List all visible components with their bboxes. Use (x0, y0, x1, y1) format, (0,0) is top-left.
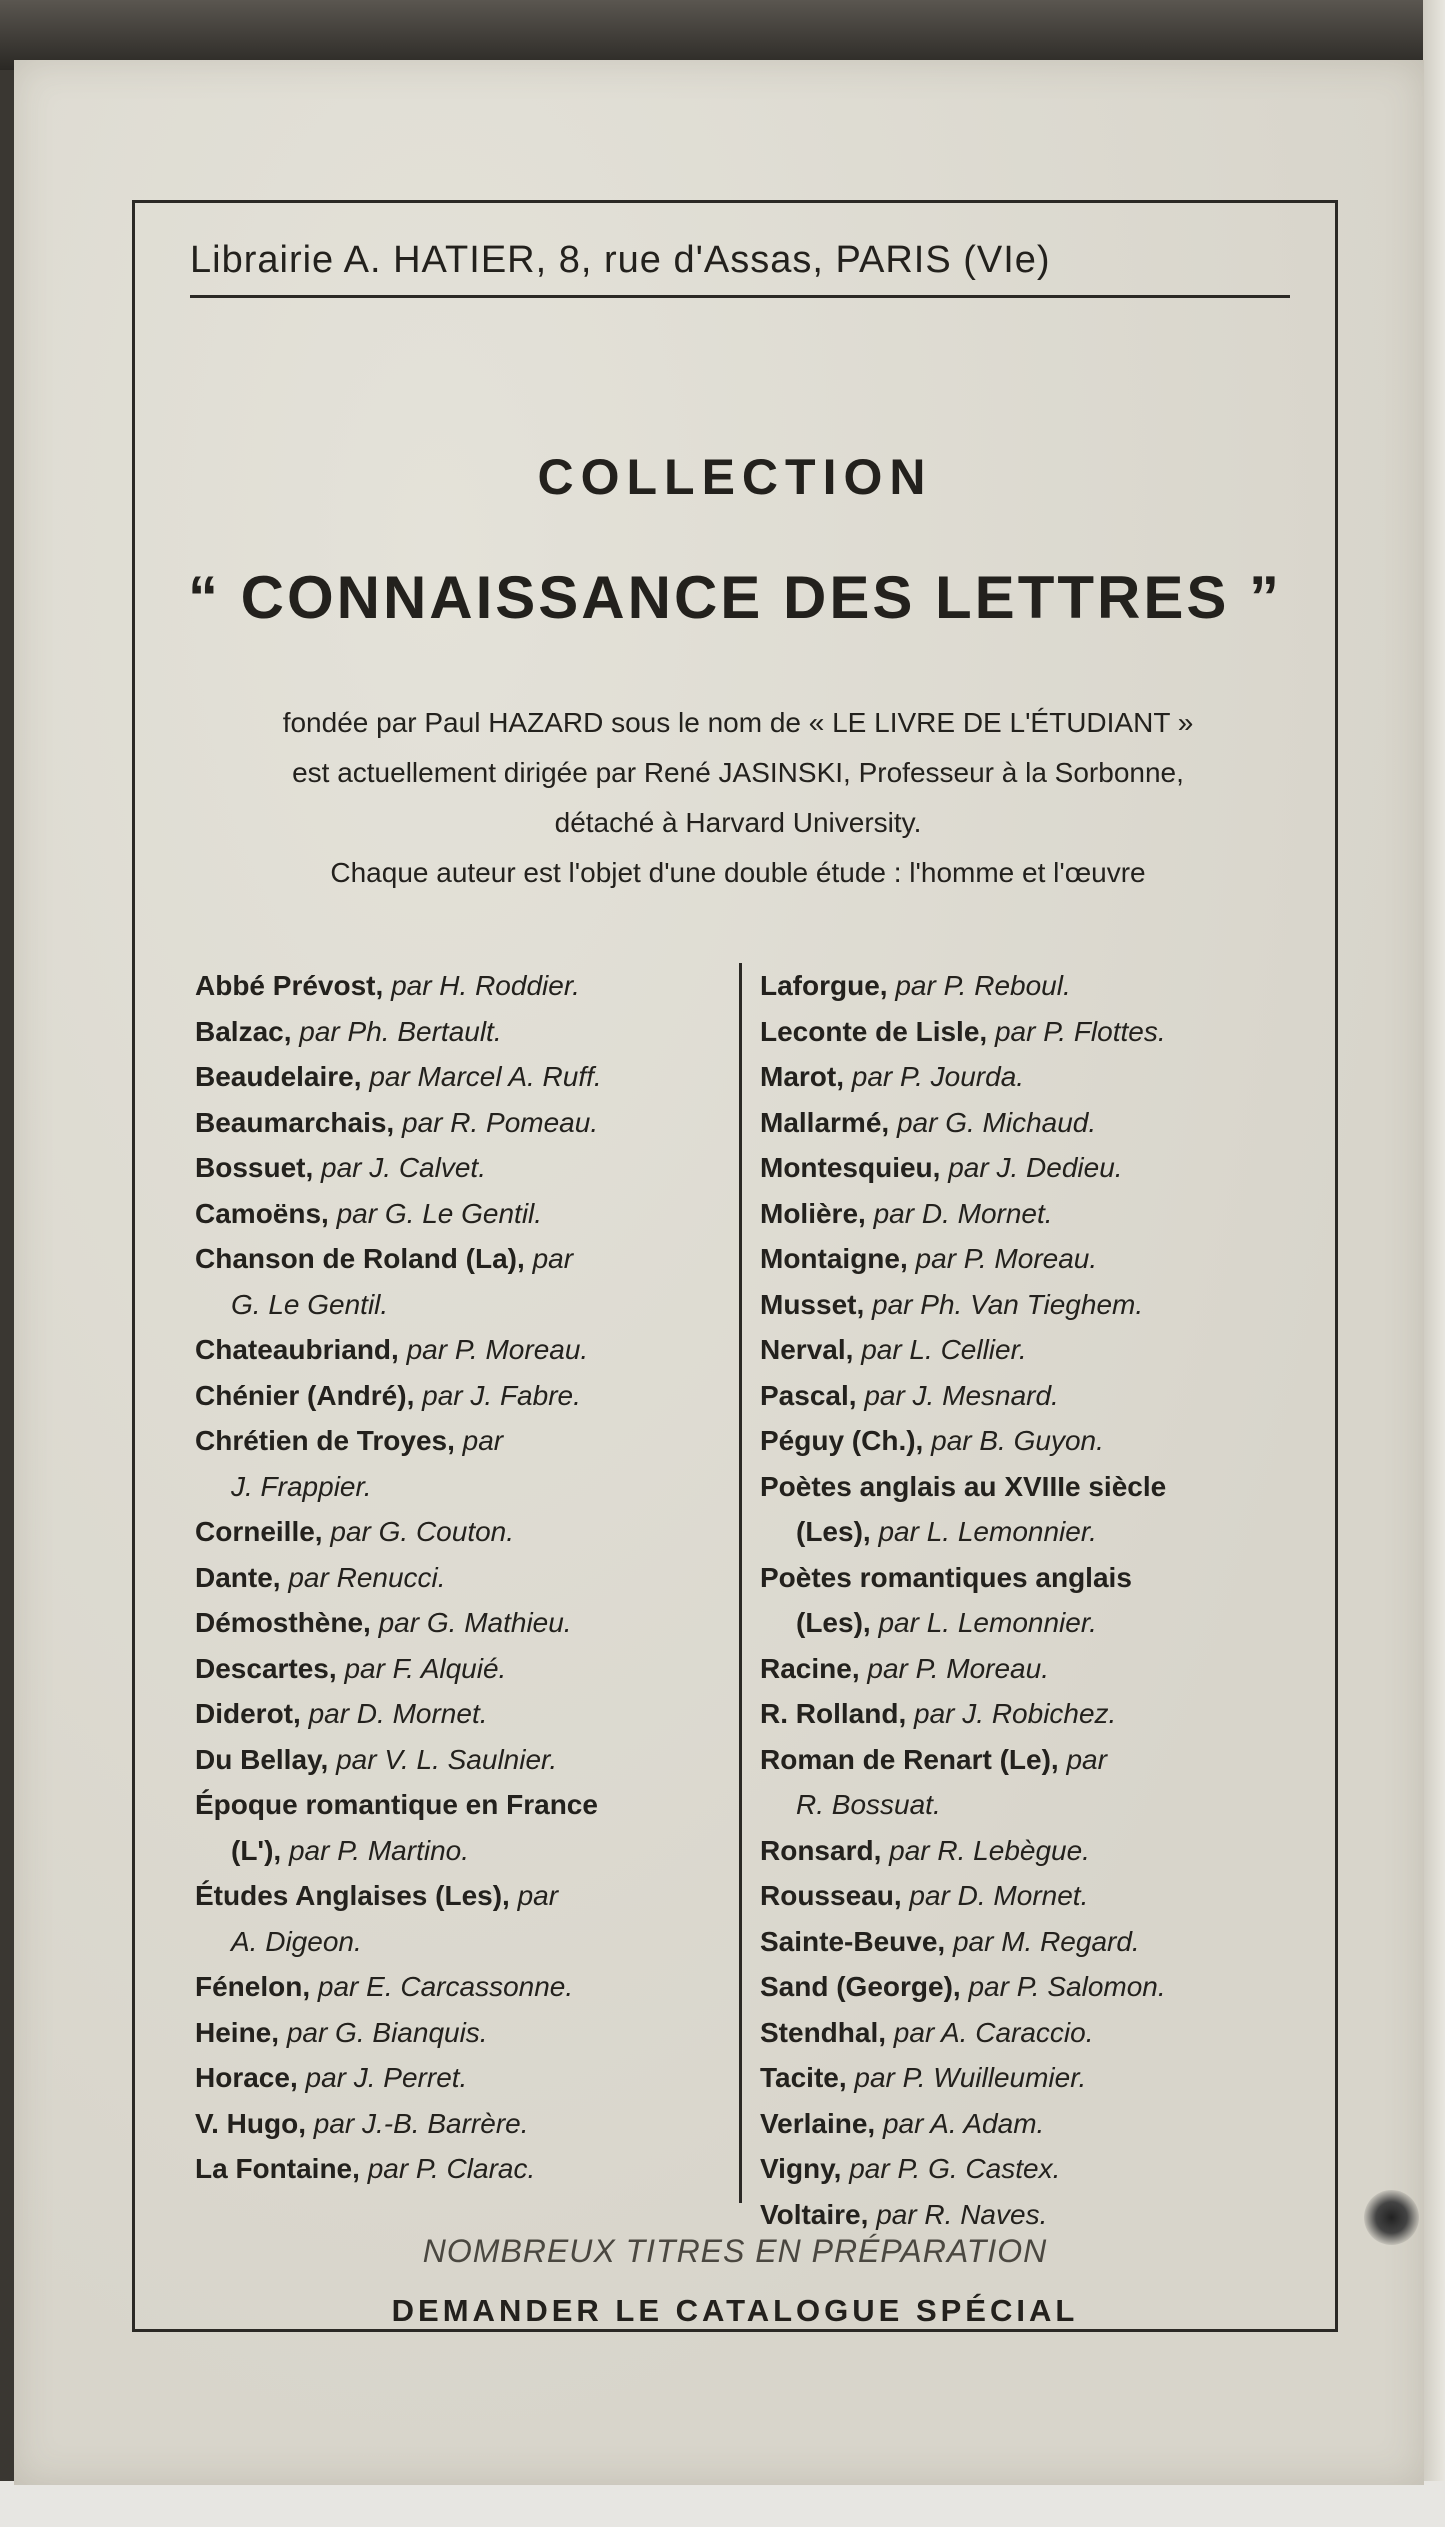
publisher-address: Librairie A. HATIER, 8, rue d'Assas, PARIS (VIe) (190, 225, 1290, 298)
list-item (195, 963, 715, 1009)
author-subject: Mallarmé, (760, 1106, 890, 1138)
study-author: par D. Mornet. (873, 1197, 1053, 1229)
author-subject: Démosthène, (195, 1607, 371, 1638)
study-author: par A. Caraccio. (893, 2016, 1094, 2048)
list-item (760, 1555, 1300, 1646)
author-subject: V. Hugo, (195, 2107, 306, 2139)
author-subject: Voltaire, (760, 2198, 869, 2230)
author-subject: Fénelon, (195, 1971, 311, 2002)
author-subject: Laforgue, (760, 970, 888, 1001)
author-subject: Beaumarchais, (195, 1106, 395, 1138)
entry-continuation (195, 1464, 715, 1510)
catalogue-request: DEMANDER LE CATALOGUE SPÉCIAL (391, 2293, 1079, 2328)
study-author: par G. Couton. (330, 1516, 515, 1547)
study-author: par R. Pomeau. (402, 1106, 599, 1138)
collection-label: COLLECTION (537, 449, 933, 505)
study-author: par M. Regard. (952, 1925, 1140, 1957)
list-item (760, 1009, 1300, 1055)
study-author: par P. Salomon. (968, 1971, 1166, 2002)
study-author: par (462, 1425, 504, 1456)
author-subject: Stendhal, (760, 2016, 887, 2048)
author-subject: Abbé Prévost, (195, 970, 384, 1001)
list-item (195, 1782, 715, 1873)
list-item (760, 1418, 1300, 1464)
list-item (195, 2010, 715, 2056)
study-author: par Ph. Van Tieghem. (872, 1288, 1144, 1320)
author-subject: Péguy (Ch.), (760, 1425, 924, 1456)
study-author: par (1066, 1743, 1107, 1775)
author-subject-cont: (L'), (231, 1834, 282, 1866)
content-frame (132, 200, 1338, 2332)
list-item (195, 2146, 715, 2192)
title-list-right (760, 963, 1300, 2237)
entry-continuation (195, 1919, 715, 1965)
author-subject: Tacite, (760, 2062, 847, 2093)
list-item (760, 2101, 1300, 2147)
author-subject: Musset, (760, 1288, 865, 1320)
study-author: par (517, 1880, 559, 1911)
study-author: par L. Cellier. (861, 1334, 1027, 1365)
list-item (760, 2055, 1300, 2101)
author-subject: Bossuet, (195, 1152, 314, 1183)
title-list-left (195, 963, 715, 2192)
list-item (195, 1873, 715, 1964)
list-item (195, 1191, 715, 1237)
list-item (760, 1646, 1300, 1692)
study-author: par J. Robichez. (914, 1698, 1117, 1729)
author-subject: Poètes anglais au XVIIIe siècle (760, 1470, 1167, 1502)
study-author: par P. G. Castex. (849, 2153, 1061, 2184)
list-item (760, 1737, 1300, 1828)
entry-continuation (760, 1600, 1300, 1646)
author-subject: Chanson de Roland (La), (195, 1243, 525, 1274)
list-item (760, 1145, 1300, 1191)
study-author: par V. L. Saulnier. (336, 1743, 558, 1775)
entry-continuation (195, 1828, 715, 1874)
study-author: par R. Naves. (876, 2198, 1048, 2230)
study-author-cont: J. Frappier. (231, 1470, 372, 1502)
entry-continuation (195, 1282, 715, 1328)
study-author: par E. Carcassonne. (317, 1971, 574, 2002)
list-item (760, 2010, 1300, 2056)
list-item (760, 1873, 1300, 1919)
background-strip (0, 2481, 1445, 2527)
list-item (195, 1418, 715, 1509)
author-subject: Du Bellay, (195, 1743, 329, 1775)
column-divider (739, 963, 742, 2203)
study-author: par J.-B. Barrère. (313, 2107, 529, 2139)
entry-continuation (760, 1782, 1300, 1828)
list-item (760, 963, 1300, 1009)
list-item (195, 1509, 715, 1555)
study-author: par J. Dedieu. (948, 1152, 1123, 1183)
list-item (195, 1691, 715, 1737)
list-item (195, 1373, 715, 1419)
list-item (760, 1691, 1300, 1737)
study-author: par G. Mathieu. (378, 1607, 572, 1638)
study-author: par G. Bianquis. (286, 2016, 488, 2048)
list-item (195, 2101, 715, 2147)
author-subject: Montesquieu, (760, 1152, 941, 1183)
study-author: par J. Perret. (305, 2062, 468, 2093)
collection-intro (175, 698, 1301, 898)
study-author: par P. Flottes. (994, 1015, 1166, 1047)
author-subject: La Fontaine, (195, 2153, 360, 2184)
list-item (760, 1191, 1300, 1237)
study-author: par G. Le Gentil. (336, 1197, 543, 1229)
author-subject: Leconte de Lisle, (760, 1015, 988, 1047)
author-subject: Verlaine, (760, 2107, 876, 2139)
ink-stain (1364, 2190, 1419, 2245)
study-author: par A. Adam. (882, 2107, 1045, 2139)
author-subject: Horace, (195, 2062, 298, 2093)
author-subject: Chrétien de Troyes, (195, 1425, 455, 1456)
study-author-cont: par P. Martino. (288, 1834, 470, 1866)
study-author: par F. Alquié. (344, 1652, 507, 1684)
author-subject: Roman de Renart (Le), (760, 1743, 1059, 1775)
list-item (195, 1145, 715, 1191)
study-author: par J. Mesnard. (864, 1379, 1059, 1411)
author-subject: Descartes, (195, 1652, 337, 1684)
list-item (760, 1327, 1300, 1373)
study-author: par P. Moreau. (406, 1334, 589, 1365)
list-item (195, 1054, 715, 1100)
author-subject: Beaudelaire, (195, 1061, 362, 1092)
list-item (760, 1373, 1300, 1419)
author-subject: R. Rolland, (760, 1698, 907, 1729)
study-author-cont: par L. Lemonnier. (878, 1516, 1097, 1547)
list-item (195, 1646, 715, 1692)
study-author: par R. Lebègue. (889, 1834, 1090, 1866)
author-subject: Époque romantique en France (195, 1789, 598, 1820)
list-item (760, 2146, 1300, 2192)
study-author-cont: par L. Lemonnier. (878, 1607, 1097, 1638)
back-cover-page (14, 60, 1424, 2485)
study-author: par G. Michaud. (896, 1106, 1097, 1138)
study-author: par Ph. Bertault. (299, 1015, 502, 1047)
author-subject: Poètes romantiques anglais (760, 1561, 1132, 1593)
author-subject: Balzac, (195, 1015, 292, 1047)
study-author: par P. Moreau. (915, 1243, 1098, 1274)
author-subject: Sand (George), (760, 1971, 961, 2002)
study-author-cont: A. Digeon. (231, 1925, 362, 1957)
intro-line: Chaque auteur est l'objet d'une double étude : l'homme et l'œuvre (330, 857, 1146, 888)
list-item (195, 1964, 715, 2010)
intro-line: fondée par Paul HAZARD sous le nom de « LE LIVRE DE L'ÉTUDIANT » (282, 707, 1194, 738)
list-item (195, 1236, 715, 1327)
list-item (760, 2192, 1300, 2238)
study-author: par P. Wuilleumier. (854, 2062, 1087, 2093)
study-author: par P. Clarac. (367, 2153, 536, 2184)
author-subject: Molière, (760, 1197, 866, 1229)
study-author: par Marcel A. Ruff. (369, 1061, 602, 1092)
study-author: par (532, 1243, 574, 1274)
author-subject: Chénier (André), (195, 1379, 415, 1411)
author-subject: Diderot, (195, 1698, 301, 1729)
study-author: par P. Jourda. (851, 1061, 1025, 1092)
collection-name: “ CONNAISSANCE DES LETTRES ” (187, 564, 1283, 631)
intro-line: détaché à Harvard University. (554, 807, 922, 838)
study-author: par P. Reboul. (895, 970, 1071, 1001)
author-subject: Dante, (195, 1561, 281, 1593)
author-subject: Ronsard, (760, 1834, 882, 1866)
author-subject-cont: (Les), (796, 1607, 871, 1638)
author-subject: Sainte-Beuve, (760, 1925, 946, 1957)
study-author: par Renucci. (288, 1561, 446, 1593)
list-item (760, 1236, 1300, 1282)
study-author: par J. Fabre. (422, 1379, 581, 1411)
list-item (195, 1327, 715, 1373)
intro-line: est actuellement dirigée par René JASINSKI, Professeur à la Sorbonne, (292, 757, 1184, 788)
author-subject: Heine, (195, 2016, 280, 2048)
author-subject: Racine, (760, 1652, 860, 1684)
study-author: par P. Moreau. (867, 1652, 1049, 1684)
list-item (195, 1100, 715, 1146)
author-subject: Rousseau, (760, 1880, 902, 1911)
author-subject: Études Anglaises (Les), (195, 1880, 510, 1911)
entry-continuation (760, 1509, 1300, 1555)
in-preparation-note: NOMBREUX TITRES EN PRÉPARATION (422, 2233, 1048, 2269)
list-item (760, 1100, 1300, 1146)
author-subject: Camoëns, (195, 1197, 329, 1229)
list-item (195, 1009, 715, 1055)
study-author: par B. Guyon. (931, 1425, 1104, 1456)
list-item (760, 1282, 1300, 1328)
author-subject-cont: (Les), (796, 1516, 871, 1547)
list-item (195, 1555, 715, 1601)
author-subject: Marot, (760, 1061, 844, 1092)
page-right-edge (1423, 0, 1445, 2527)
list-item (760, 1464, 1300, 1555)
author-subject: Corneille, (195, 1516, 323, 1547)
author-subject: Nerval, (760, 1334, 854, 1365)
list-item (195, 1600, 715, 1646)
list-item (760, 1964, 1300, 2010)
author-subject: Vigny, (760, 2153, 842, 2184)
list-item (760, 1828, 1300, 1874)
list-item (760, 1919, 1300, 1965)
list-item (760, 1054, 1300, 1100)
list-item (195, 2055, 715, 2101)
study-author: par D. Mornet. (909, 1880, 1089, 1911)
study-author-cont: G. Le Gentil. (231, 1288, 389, 1320)
list-item (195, 1737, 715, 1783)
study-author: par D. Mornet. (308, 1698, 488, 1729)
study-author: par H. Roddier. (391, 970, 580, 1001)
author-subject: Pascal, (760, 1379, 857, 1411)
author-subject: Montaigne, (760, 1243, 908, 1274)
author-subject: Chateaubriand, (195, 1334, 399, 1365)
study-author-cont: R. Bossuat. (796, 1789, 941, 1820)
study-author: par J. Calvet. (321, 1152, 486, 1183)
